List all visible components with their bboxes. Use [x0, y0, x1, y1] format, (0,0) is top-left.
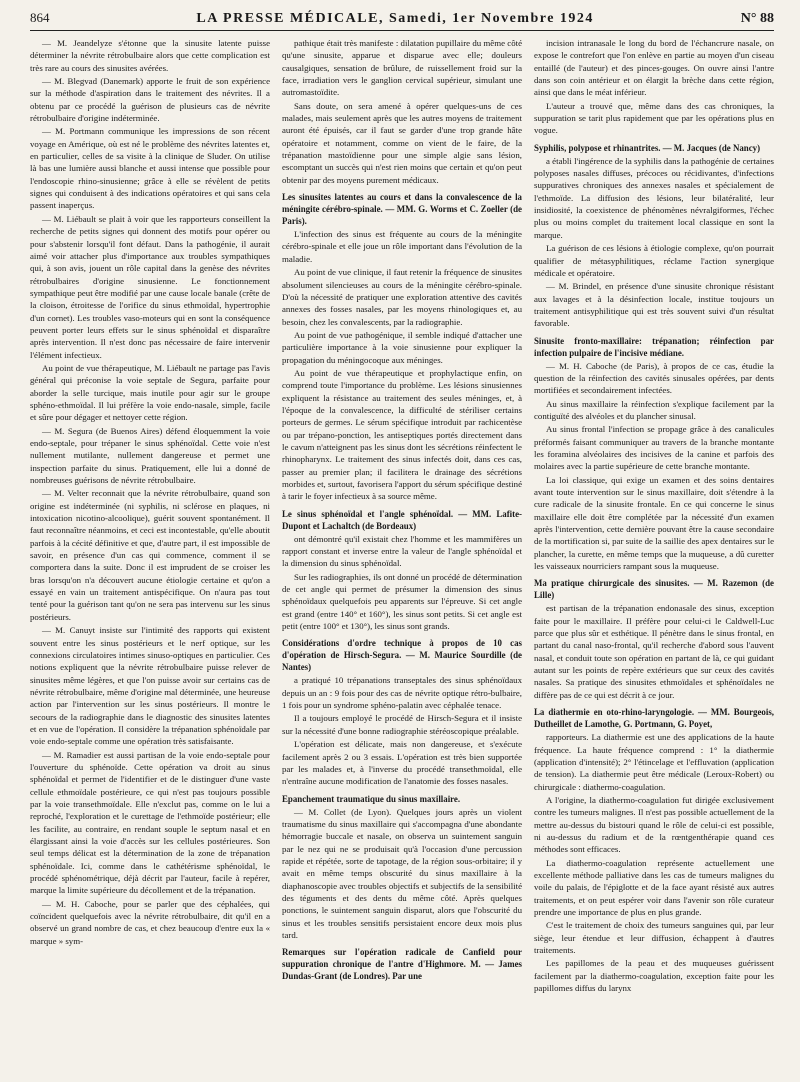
- paragraph: rapporteurs. La diathermie est une des applications de la haute fréquence. La haute fréquence comprend : 1° la diathermie (application d'intensité); 2° l'étincelage et l'effluvation (application de tension). La diathermie peut être médicale (Leroux-Robert) ou chirurgicale : diathermo-coagulation.: [534, 732, 774, 792]
- paragraph: Au point de vue thérapeutique et prophylactique enfin, on comprend toute l'importance du problème. Les lésions sinusiennes expliquent la résistance au traitement des seules méninges, et, à l'époque de la convalescence, la difficulté de stériliser certains porteurs de germes. Le sérum spécifique introduit par rachicentèse ou par trépano-ponction, les antiseptiques portés directement dans le cavum n'atteignent pas les sinus dont les sécrétions réinfectent le rhinopharynx. Le traitement des sinus infectés doit, dans ces cas, passer au premier plan; il facilitera le drainage des sécrétions morbides et, surtout, favorisera l'apport du sérum spécifique destiné à tarir le foyer infectieux à sa source même.: [282, 367, 522, 502]
- paragraph: Sur les radiographies, ils ont donné un procédé de détermination de cet angle qui permet de présumer la dimension des sinus sphénoïdaux quelquefois peu apparents sur l'épreuve. Si cet angle est grand (entre 140° et 160°), les sinus sont petits. Si cet angle est petit (entre 100° et 130°), les sinus sont grands.: [282, 571, 522, 632]
- section-heading: Syphilis, polypose et rhinantrites. — M. Jacques (de Nancy): [534, 142, 761, 153]
- paragraph: — M. Segura (de Buenos Aires) défend éloquemment la voie endo-septale, pour trépaner le sinus sphénoïdal. Cette voie n'est nullement mutilante, nullement dangereuse et permet une inspection parfaite du sinus. Pratiquement, elle lui a donné de nombreuses guérisons de névrite rétrobulbaire.: [30, 425, 270, 486]
- paragraph: — M. H. Caboche (de Paris), à propos de ce cas, étudie la question de la réinfection des cavités sinusales opérées, par dents mortifiées et secondairement infectées.: [534, 360, 774, 396]
- section-heading: Considérations d'ordre technique à propos de 10 cas d'opération de Hirsch-Segura. — M. Maurice Sourdille (de Nantes): [282, 638, 522, 673]
- column-3: [534, 37, 774, 1067]
- paragraph: a pratiqué 10 trépanations transeptales des sinus sphénoïdaux depuis un an : 9 fois pour des cas de névrite optique rétro-bulbaire, 1 fois pour un syndrome sphéno-palatin avec céphalée tenace.: [282, 675, 522, 711]
- journal-title: LA PRESSE MÉDICALE, Samedi, 1er Novembre 1924: [196, 11, 594, 26]
- article-columns: [30, 37, 774, 1067]
- paragraph: Au point de vue thérapeutique, M. Liébault ne partage pas l'avis général qui préconise la voie septale de Segura, parfaite pour aborder la selle turcique, mais inutile pour agir sur le groupe sphéno-ethmoïdal. Il lui préfère la voie endo-nasale, simple, facile et sûre pour dégager et nettoyer cette région.: [30, 362, 270, 423]
- paragraph: L'auteur a trouvé que, même dans des cas chroniques, la suppuration se tarit plus rapidement que par les opérations plus en vogue.: [534, 100, 774, 136]
- column-2: [282, 37, 522, 1067]
- paragraph: L'opération est délicate, mais non dangereuse, et s'exécute facilement après 2 ou 3 essais. L'opération est très bien supportée par les malades et, à l'inverse du procédé transethmoïdal, elle n'entraîne aucune modification de l'anatomie des fosses nasales.: [282, 739, 522, 787]
- paragraph: — M. Velter reconnait que la névrite rétrobulbaire, quand son origine est indéterminée (ni syphilis, ni sclérose en plaques, ni intoxication nicotino-alcoolique), guérit souvent spontanément. Il faut reconnaître néanmoins, et ceci est incontestable, qu'elle aboutit parfois à la cécité définitive et que, d'autre part, il est impossible de savoir, en présence d'un cas qui commence, comment il se comportera dans la suite. Donc il est imprudent de se croiser les bras lorsqu'on n'a découvert aucune étiologie certaine et qu'on a essayé en vain un traitement antispécifique. On n'aura pas tout tenté pour la guérison tant qu'on ne sera pas intervenu sur les sinus postérieurs.: [30, 488, 270, 622]
- paragraph: La loi classique, qui exige un examen et des soins dentaires avant toute intervention sur le sinus maxillaire, doit s'étendre à la cure radicale de la sinusite frontale. En ce qui concerne le sinus maxillaire elle doit être complétée par la nécessité d'un examen après l'intervention, cette dernière pouvant être la cause secondaire de la mortification si, par suite de la saillie des apex dentaires sur le plancher, la curette, en même temps que la muqueuse, a dû curetter les vaisseaux nourriciers rampant sous la muqueuse.: [534, 474, 774, 572]
- section-heading: Epanchement traumatique du sinus maxillaire.: [282, 793, 461, 804]
- paragraph: Il a toujours employé le procédé de Hirsch-Segura et il insiste sur la nécessité d'une bonne radiographie stéréoscopique préalable.: [282, 713, 522, 736]
- paragraph: Au point de vue clinique, il faut retenir la fréquence de sinusites absolument silencieuses au cours de la méningite cérébro-spinale. D'où la nécessité de pratiquer une exploration attentive des cavités annexes des fosses nasales, par les moyens rhinologiques et, au besoin, chez les convalescents, par la radiographie.: [282, 267, 522, 327]
- section-heading: Le sinus sphénoïdal et l'angle sphénoïdal. — MM. Lafite-Dupont et Lachaltch (de Bordeaux): [282, 508, 522, 531]
- section-heading: La diathermie en oto-rhino-laryngologie. — MM. Bourgeois, Dutheillet de Lamothe, G. Portmann, G. Poyet,: [534, 707, 774, 730]
- paragraph: Au sinus maxillaire la réinfection s'explique facilement par la contiguïté des alvéoles et du plancher sinusal.: [534, 398, 774, 421]
- paragraph: La guérison de ces lésions à étiologie complexe, qu'on pourrait qualifier de métasyphilitiques, réclame l'action synergique médicale et opératoire.: [534, 243, 774, 278]
- paragraph: — M. Collet (de Lyon). Quelques jours après un violent traumatisme du sinus maxillaire qui s'accompagna d'une abondante hémorragie buccale et nasale, on observa un suintement sanguin par le nez qui ne se produisait qu'à l'occasion d'une percussion rapide et répétée, sorte de tapotage, de la région sous-orbitaire; il y avait en même temps obscurité du sinus maxillaire à la diaphanoscopie avec troubles objectifs et subjectifs de la sensibilité des téguments et des dents du même côté. Après quelques ponctions, le suintement sanguin disparut, alors que l'obscurité du sinus et les troubles sensitifs persistaient encore deux mois plus tard.: [282, 806, 522, 940]
- paragraph: C'est le traitement de choix des tumeurs sanguines qui, par leur siège, leur étendue et leur diffusion, échappent à d'autres traitements.: [534, 920, 774, 955]
- paragraph: — M. Liébault se plait à voir que les rapporteurs conseillent la recherche de petits signes qui donnent des motifs pour opérer ou pour s'abstenir lorsqu'il font défaut. Dans la pathogénie, il aurait aimé voir attacher plus d'importance aux troubles sympathiques qui, à son avis, jouent un rôle capital dans la genèse des névrites rétrobulbaires d'origine sinusienne. Le fonctionnement sympathique peut être modifié par une cause locale banale (crête de la cloison, étroitesse de l'orifice du sinus ethmoïdal, hypertrophie d'un cornet). Les troubles vaso-moteurs qui en sont la conséquence peuvent porter leurs effets sur le sinus sphénoïdal et disparaître après intervention. Il n'est donc pas nécessaire de faire intervenir l'élément infectieux.: [30, 213, 270, 360]
- paragraph: Sans doute, on sera amené à opérer quelques-uns de ces malades, mais seulement après que les autres moyens de traitement auront été épuisés, car il faut se garder d'une trop grande hâte opératoire et notamment, comme on vient de le faire, de la trépanation mastoïdienne pour une simple algie sans lésion, escomptant un succès qui n'est rien moins que certain et qu'on peut obtenir par des moyens purement médicaux.: [282, 100, 522, 185]
- page-header: [30, 10, 774, 31]
- paragraph: A l'origine, la diathermo-coagulation fut dirigée exclusivement contre les tumeurs malignes. Il n'est pas possible actuellement de la mettre au-dessus du bistouri quand le rôle de celui-ci est possible, ni au-dessus du radium et de la rœntgenthérapie quand ces méthodes sont efficaces.: [534, 794, 774, 855]
- paragraph: ont démontré qu'il existait chez l'homme et les mammifères un rapport constant et inverse entre la valeur de l'angle sphénoïdal et la dimension du sinus sphénoïdal.: [282, 533, 522, 569]
- paragraph: — M. Portmann communique les impressions de son récent voyage en Amérique, où est né le problème des névrites latentes et, en particulier, celles de sa visite à la clinique de Sluder. On utilise là bas une lumière aussi blanche et aussi intense que possible pour l'endoscopie rhino-sinusienne; grâce à elle se révèlent de petits signes qui conduisent à des indications opératoires et qui sans cela passent inaperçus.: [30, 126, 270, 211]
- paragraph: — M. Canuyt insiste sur l'intimité des rapports qui existent souvent entre les sinus postérieurs et le nerf optique, sur les connexions circulatoires intimes sinuso-optiques en particulier. Ces notions expliquent que la névrite rétrobulbaire puisse relever de sinusites même légères, et que l'on puisse avoir sur certains cas de névrite rétrobulbaire, même d'origine mal déterminée, une heureuse action par l'intervention sur les sinus postérieurs. Il montre le secours de la radiographie dans le diagnostic des sinusites latentes et en vue de l'opération. Il considère la trépanation sphénoïdale par voie endo-septale comme une opération très satisfaisante.: [30, 625, 270, 747]
- paragraph: Au point de vue pathogénique, il semble indiqué d'attacher une particulière importance à la voie sinusienne pour expliquer la propagation du méningocoque aux méninges.: [282, 329, 522, 365]
- page-number: 864: [30, 10, 50, 25]
- column-1: [30, 37, 270, 1067]
- paragraph: Au sinus frontal l'infection se propage grâce à des canalicules préformés faisant communiquer au travers de la branche montante les foramina alvéolaires des incisives de la canine et parfois des molaires avec la partie supérieure de cette branche montante.: [534, 424, 774, 472]
- issue-number: N° 88: [740, 11, 774, 26]
- paragraph: L'infection des sinus est fréquente au cours de la méningite cérébro-spinale et elle joue un rôle important dans l'évolution de la maladie.: [282, 229, 522, 264]
- paragraph: — M. Jeandelyze s'étonne que la sinusite latente puisse déterminer la névrite rétrobulbaire alors que cette complication est très rare au cours des sinusites avérées.: [30, 38, 270, 73]
- paragraph: La diathermo-coagulation représente actuellement une excellente méthode palliative dans les cas de tumeurs malignes du voile du palais, de l'épiglotte et de la face ayant résisté aux autres traitements, et on peut espérer voir dans l'avenir son rôle curateur prendre une importance de plus en plus grande.: [534, 857, 774, 917]
- section-heading: Les sinusites latentes au cours et dans la convalescence de la méningite cérébro-spinale. — MM. G. Worms et C. Zoeller (de Paris).: [282, 192, 522, 227]
- paragraph: est partisan de la trépanation endonasale des sinus, exception faite pour le maxillaire. Il préfère pour celui-ci le Caldwell-Luc parce que plus sûr et esthétique. Il pénètre dans le sinus frontal, en partant du canal naso-frontal, qu'il recherche d'abord sous l'auvent nasal, et conduit toute son opération en partant de là, ce qui guidant autant sur les points de repère extérieurs que sur ceux des cavités nasales. Sa pratique des sinusites ethmoïdales et sphénoïdales ne diffère pas de ce qui est décrit à ce jour.: [534, 603, 774, 700]
- paragraph: — M. Brindel, en présence d'une sinusite chronique résistant aux lavages et à la désinfection locale, institue toujours un traitement antisyphilitique qui est très souvent suivi d'un résultat favorable.: [534, 281, 774, 329]
- paragraph: — M. Ramadier est aussi partisan de la voie endo-septale pour l'ouverture du sphénoïde. Cette opération va droit au sinus sphénoïdal et permet de l'identifier et de le distinguer d'une vaste cellule ethmoïdale postérieure, ce qui n'est pas toujours possible par la voie transethmoïdale. Elle n'exclut pas, comme on le lui a reproché, l'exploration et le curettage de l'ethmoïde postérieur; elle les facilite, au contraire, en rendant souple le septum nasal et en élargissant ainsi la voie d'accès sur les cellules postérieures. Son seul temps délicat est la détermination de la zone de trépanation sphénoïdale. Ici, comme dans le cathétérisme sphénoïdal, le procédé sphénométrique, déjà décrit par l'auteur, facile à repérer, marque la limite supérieure du décollement et de la trépanation.: [30, 749, 270, 896]
- paragraph: a établi l'ingérence de la syphilis dans la pathogénie de certaines polyposes nasales diffuses, précoces ou récidivantes, d'infections suppuratives chroniques des annexes nasales et spécialement de l'ethmoïde. La diffusion des lésions, leur bilatéralité, leur insidiosité, la coexistence de phénomènes névralgiformes, l'échec plus ou moins complet du traitement local classique en sont la marque.: [534, 155, 774, 240]
- paragraph: pathique était très manifeste : dilatation pupillaire du même côté qu'une sinusite, apparue et disparue avec elle; douleurs causalgiques, sensation de brûlure, de ruissellement froid sur la face, irradiation vers le ganglion cervical supérieur, simulant une autromastoïdite.: [282, 38, 522, 98]
- section-heading: Remarques sur l'opération radicale de Canfield pour suppuration chronique de l'antre d'Highmore. M. — James Dundas-Grant (de Londres). Par une: [282, 947, 522, 982]
- paragraph: — M. Blegvad (Danemark) apporte le fruit de son expérience sur la méthode d'aspiration dans le traitement des névrites. Il a obtenu par ce procédé la guérison de plusieurs cas de névrite rétrobulbaire d'origine indéterminée.: [30, 76, 270, 124]
- paragraph: incision intranasale le long du bord de l'échancrure nasale, on expose le contrefort que l'on enlève en partie au moyen d'un ciseau entaillé (de l'auteur) et des pinces-gouges. On ouvre ainsi l'antre dans son coin antérieur et on élargit la brèche dans cette région, ainsi que dans le méat inférieur.: [534, 38, 774, 98]
- paragraph: — M. H. Caboche, pour se parler que des céphalées, qui coïncident quelquefois avec la névrite rétrobulbaire, dit qu'il en a observé un grand nombre de cas, et chez beaucoup d'entre eux la « marque » sym-: [30, 898, 270, 946]
- paragraph: Les papillomes de la peau et des muqueuses guérissent facilement par la diathermo-coagulation, exception faite pour les papillomes diffus du larynx: [534, 958, 774, 994]
- section-heading: Sinusite fronto-maxillaire: trépanation; réinfection par infection pulpaire de l'incisive médiane.: [534, 335, 774, 358]
- section-heading: Ma pratique chirurgicale des sinusites. — M. Razemon (de Lille): [534, 578, 774, 601]
